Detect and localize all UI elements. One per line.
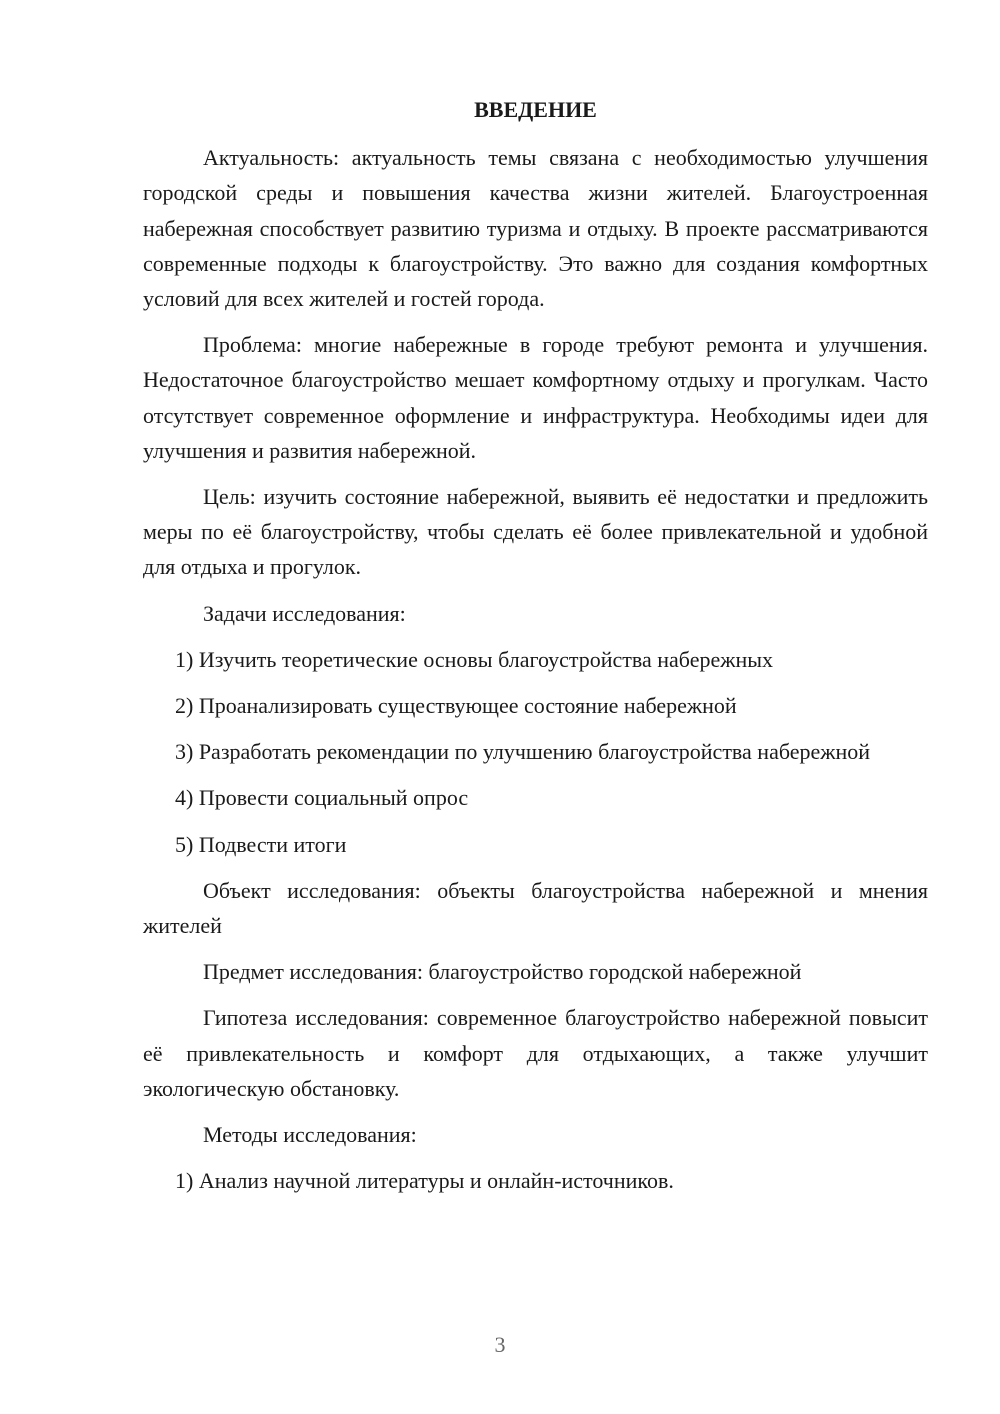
task-item: 1) Изучить теоретические основы благоустройства набережных bbox=[175, 646, 773, 672]
method-item: 1) Анализ научной литературы и онлайн-источников. bbox=[175, 1168, 674, 1194]
subject-paragraph: Предмет исследования: благоустройство городской набережной bbox=[203, 959, 802, 985]
page-number: 3 bbox=[494, 1332, 506, 1357]
task-item: 3) Разработать рекомендации по улучшению благоустройства набережной bbox=[175, 739, 871, 765]
tasks-title: Задачи исследования: bbox=[203, 600, 406, 626]
object-paragraph: Объект исследования: объекты благоустройства набережной и мнения жителей bbox=[143, 877, 928, 939]
section-heading: ВВЕДЕНИЕ bbox=[474, 97, 597, 122]
document-body bbox=[143, 92, 928, 1209]
relevance-paragraph: Актуальность: актуальность темы связана с необходимостью улучшения городской среды и повышения качества жизни жителей. Благоустроенная набережная способствует развитию туризма и отдыху. В проекте рассматриваются современные подходы к благоустройству. Это важно для создания комфортных условий для всех жителей и гостей города. bbox=[143, 145, 928, 312]
task-item: 4) Провести социальный опрос bbox=[175, 785, 469, 811]
hypothesis-paragraph: Гипотеза исследования: современное благоустройство набережной повысит её привлекательность и комфорт для отдыхающих, а также улучшит экологическую обстановку. bbox=[143, 1005, 928, 1101]
problem-paragraph: Проблема: многие набережные в городе требуют ремонта и улучшения. Недостаточное благоустройство мешает комфортному отдыху и прогулкам. Часто отсутствует современное оформление и инфраструктура. Необходимы идеи для улучшения и развития набережной. bbox=[143, 332, 928, 463]
task-item: 2) Проанализировать существующее состояние набережной bbox=[175, 693, 737, 719]
methods-title: Методы исследования: bbox=[203, 1122, 417, 1148]
goal-paragraph: Цель: изучить состояние набережной, выявить её недостатки и предложить меры по её благоустройству, чтобы сделать её более привлекательной и удобной для отдыха и прогулок. bbox=[143, 484, 928, 580]
task-item: 5) Подвести итоги bbox=[175, 831, 347, 857]
